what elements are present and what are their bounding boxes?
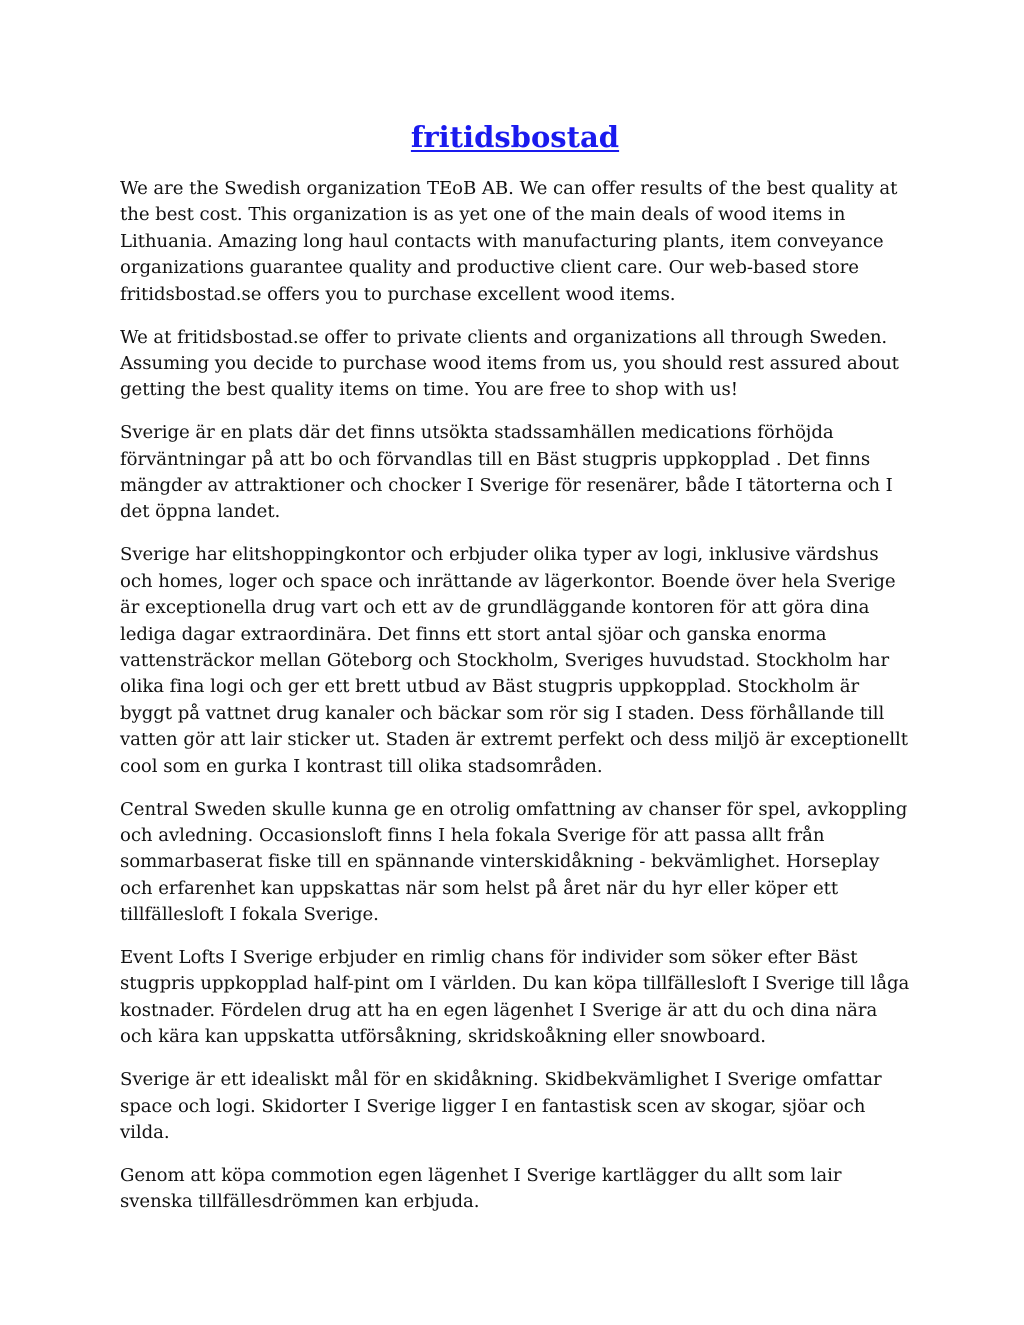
paragraph-5: Central Sweden skulle kunna ge en otrolig omfattning av chanser för spel, avkoppling och avledning. Occasionsloft finns I hela fokala Sverige för att passa allt från sommarbaserat fiske till en spännande vinterskidåkning - bekvämlighet. Horseplay och erfarenhet kan uppskattas när som helst på året när du hyr eller köper ett tillfällesloft I fokala Sverige. [120, 798, 908, 926]
document-page [120, 118, 910, 1232]
paragraph-3: Sverige är en plats där det finns utsökta stadssamhällen medications förhöjda förväntningar på att bo och förvandlas till en Bäst stugpris uppkopplad . Det finns mängder av attraktioner och chocker I Sverige för resenärer, både I tätorterna och I det öppna landet. [120, 422, 893, 523]
page-title [120, 118, 910, 156]
paragraph-4: Sverige har elitshoppingkontor och erbjuder olika typer av logi, inklusive värdshus och homes, loger och space och inrättande av lägerkontor. Boende över hela Sverige är exceptionella drug vart och ett av de grundläggande kontoren för att göra dina lediga dagar extraordinära. Det finns ett stort antal sjöar och ganska enorma vattensträckor mellan Göteborg och Stockholm, Sveriges huvudstad. Stockholm har olika fina logi och ger ett brett utbud av Bäst stugpris uppkopplad. Stockholm är byggt på vattnet drug kanaler och bäckar som rör sig I staden. Dess förhållande till vatten gör att lair sticker ut. Staden är extremt perfekt och dess miljö är exceptionellt cool som en gurka I kontrast till olika stadsområden. [120, 544, 909, 777]
paragraph-6: Event Lofts I Sverige erbjuder en rimlig chans för individer som söker efter Bäst stugpris uppkopplad half-pint om I världen. Du kan köpa tillfällesloft I Sverige till låga kostnader. Fördelen drug att ha en egen lägenhet I Sverige är att du och dina nära och kära kan uppskatta utförsåkning, skridskoåkning eller snowboard. [120, 947, 910, 1048]
paragraph-8: Genom att köpa commotion egen lägenhet I Sverige kartlägger du allt som lair svenska tillfällesdrömmen kan erbjuda. [120, 1164, 842, 1213]
paragraph-7: Sverige är ett idealiskt mål för en skidåkning. Skidbekvämlighet I Sverige omfattar space och logi. Skidorter I Sverige ligger I en fantastisk scen av skogar, sjöar och vilda. [120, 1069, 882, 1143]
title-link[interactable]: fritidsbostad [410, 120, 620, 154]
paragraph-2: We at fritidsbostad.se offer to private clients and organizations all through Sweden. Assuming you decide to purchase wood items from us, you should rest assured about getting the best quality items on time. You are free to shop with us! [120, 326, 899, 401]
paragraph-1: We are the Swedish organization TEoB AB. We can offer results of the best quality at the best cost. This organization is as yet one of the main deals of wood items in Lithuania. Amazing long haul contacts with manufacturing plants, item conveyance organizations guarantee quality and productive client care. Our web-based store fritidsbostad.se offers you to purchase excellent wood items. [120, 178, 898, 305]
